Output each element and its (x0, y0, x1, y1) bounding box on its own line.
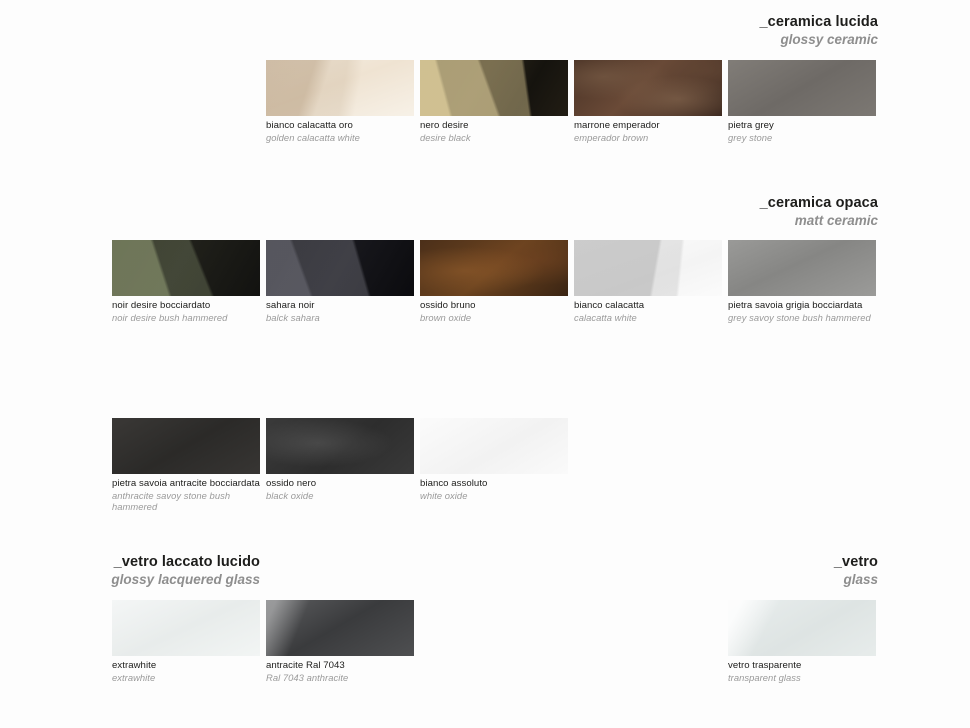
section-title-en: matt ceramic (794, 213, 878, 228)
section-heading-vetro (834, 554, 878, 588)
swatch-name-it: nero desire (420, 120, 469, 131)
material-swatch-chip[interactable] (266, 60, 414, 116)
swatch-item[interactable] (266, 60, 426, 143)
swatch-caption (728, 120, 888, 143)
swatch-item[interactable] (420, 418, 580, 501)
swatch-name-it: bianco assoluto (420, 478, 488, 489)
material-swatch-chip[interactable] (728, 240, 876, 296)
swatch-item[interactable] (112, 600, 272, 683)
swatch-caption (266, 660, 426, 683)
swatch-item[interactable] (266, 418, 426, 501)
swatch-name-en: balck sahara (266, 311, 320, 323)
swatch-name-it: marrone emperador (574, 120, 660, 131)
swatch-caption (112, 478, 272, 513)
swatch-item[interactable] (112, 418, 272, 513)
swatch-name-it: ossido bruno (420, 300, 476, 311)
section-title-it: _vetro (833, 554, 878, 570)
material-swatch-chip[interactable] (574, 240, 722, 296)
swatch-caption (266, 478, 426, 501)
swatch-caption (574, 300, 734, 323)
swatch-name-it: pietra savoia antracite bocciardata (112, 478, 260, 489)
swatch-name-it: pietra grey (728, 120, 774, 131)
material-swatch-chip[interactable] (112, 418, 260, 474)
swatch-item[interactable] (266, 600, 426, 683)
swatch-name-it: extrawhite (112, 660, 157, 671)
material-swatch-chip[interactable] (420, 60, 568, 116)
swatch-name-en: desire black (420, 131, 471, 143)
swatch-caption (112, 300, 272, 323)
section-title-it: _vetro laccato lucido (113, 554, 260, 570)
swatch-caption (574, 120, 734, 143)
section-title-en: glossy lacquered glass (111, 572, 260, 587)
section-title-it: _ceramica lucida (759, 14, 878, 30)
swatch-caption (112, 660, 272, 683)
swatch-name-en: noir desire bush hammered (112, 311, 228, 323)
swatch-name-en: calacatta white (574, 311, 637, 323)
section-heading-ceramica-lucida (760, 14, 878, 48)
swatch-name-it: vetro trasparente (728, 660, 802, 671)
material-swatch-chip[interactable] (266, 240, 414, 296)
material-swatch-chip[interactable] (728, 600, 876, 656)
material-swatch-chip[interactable] (266, 418, 414, 474)
swatch-name-it: bianco calacatta (574, 300, 645, 311)
swatch-caption (266, 120, 426, 143)
material-swatch-chip[interactable] (112, 600, 260, 656)
swatch-name-en: grey stone (728, 131, 773, 143)
swatch-name-it: bianco calacatta oro (266, 120, 353, 131)
swatch-caption (420, 478, 580, 501)
swatch-item[interactable] (574, 240, 734, 323)
swatch-name-en: golden calacatta white (266, 131, 360, 143)
swatch-name-en: Ral 7043 anthracite (266, 671, 349, 683)
section-heading-ceramica-opaca (760, 195, 878, 229)
swatch-item[interactable] (420, 240, 580, 323)
swatch-item[interactable] (728, 60, 888, 143)
swatch-item[interactable] (728, 240, 888, 323)
section-title-it: _ceramica opaca (759, 195, 878, 211)
swatch-name-en: anthracite savoy stone bush hammered (112, 489, 231, 512)
swatch-name-it: sahara noir (266, 300, 315, 311)
material-swatch-chip[interactable] (574, 60, 722, 116)
swatch-item[interactable] (728, 600, 888, 683)
swatch-caption (266, 300, 426, 323)
swatch-caption (728, 660, 888, 683)
swatch-name-en: extrawhite (112, 671, 156, 683)
swatch-name-en: emperador brown (574, 131, 649, 143)
material-swatch-chip[interactable] (420, 418, 568, 474)
swatch-item[interactable] (266, 240, 426, 323)
material-swatch-chip[interactable] (266, 600, 414, 656)
swatch-item[interactable] (574, 60, 734, 143)
swatch-name-it: pietra savoia grigia bocciardata (728, 300, 863, 311)
section-heading-vetro-laccato-lucido (88, 554, 260, 588)
section-title-en: glossy ceramic (780, 32, 878, 47)
swatch-name-en: transparent glass (728, 671, 801, 683)
swatch-name-en: white oxide (420, 489, 468, 501)
swatch-caption (420, 120, 580, 143)
material-swatch-chip[interactable] (420, 240, 568, 296)
swatch-name-it: ossido nero (266, 478, 317, 489)
swatch-name-en: grey savoy stone bush hammered (728, 311, 871, 323)
swatch-name-it: antracite Ral 7043 (266, 660, 345, 671)
swatch-name-it: noir desire bocciardato (112, 300, 211, 311)
swatch-name-en: black oxide (266, 489, 314, 501)
swatch-item[interactable] (420, 60, 580, 143)
material-swatch-chip[interactable] (112, 240, 260, 296)
section-title-en: glass (843, 572, 878, 587)
swatch-name-en: brown oxide (420, 311, 472, 323)
swatch-caption (420, 300, 580, 323)
swatch-caption (728, 300, 888, 323)
material-swatch-chip[interactable] (728, 60, 876, 116)
swatch-item[interactable] (112, 240, 272, 323)
